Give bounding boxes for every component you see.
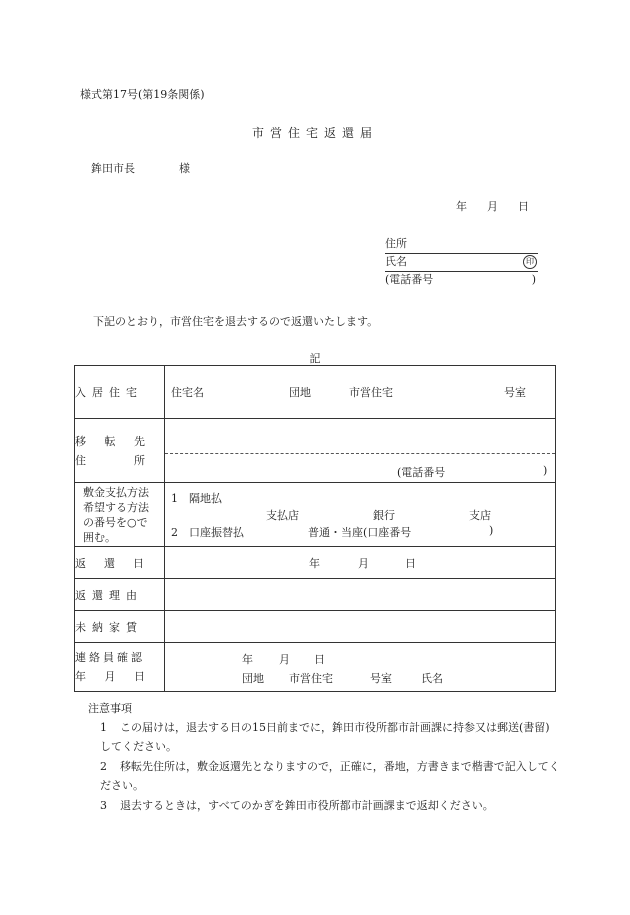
dashed-divider [165, 453, 555, 454]
label-move: 移 転 先 住 所 [75, 419, 165, 483]
reason-field[interactable] [165, 579, 556, 611]
form-number: 様式第17号(第19条関係) [80, 88, 205, 101]
confirm-name: 氏名 [421, 672, 443, 685]
residence-field[interactable] [165, 366, 556, 419]
branch-label: 支店 [469, 509, 491, 522]
row-return-date [75, 547, 556, 579]
note-item-1: 1 この届けは，退去する日の15日前までに，鉾田市役所都市計画課に持参又は郵送(書留)してください。 [100, 721, 550, 753]
addressee [91, 160, 190, 176]
address-label: 住所 [385, 237, 407, 250]
return-day: 日 [405, 556, 416, 570]
row-move [75, 419, 556, 483]
note-item-2: 2 移転先住所は，敷金返還先となりますので，正確に，番地，方書きまで楷書で記入してください。 [100, 760, 560, 792]
addressee-name: 鉾田市長 [91, 162, 135, 175]
bank-label: 銀行 [373, 509, 395, 522]
notes-heading: 注意事項 [88, 702, 132, 715]
date-day: 日 [518, 200, 529, 213]
label-confirm: 連絡員確認 年 月 日 [75, 643, 165, 692]
address-field[interactable] [385, 236, 538, 254]
phone-label: (電話番号 [385, 273, 434, 286]
row-deposit [75, 483, 556, 547]
row-unpaid [75, 611, 556, 643]
danchi-label: 団地 [289, 386, 311, 399]
option-1: 1 隔地払 [171, 492, 222, 505]
row-residence [75, 366, 556, 419]
row-reason [75, 579, 556, 611]
date-month: 月 [487, 200, 498, 213]
return-year: 年 [309, 556, 320, 570]
move-phone-label: (電話番号 [397, 466, 446, 479]
confirm-city-housing: 市営住宅 [289, 672, 333, 685]
name-field[interactable] [385, 254, 538, 272]
label-residence: 入居住宅 [75, 366, 165, 419]
move-phone-close: ) [543, 464, 548, 477]
confirm-danchi: 団地 [242, 672, 264, 685]
label-deposit: 敷金支払方法 希望する方法 の番号を○で 囲む。 [75, 483, 165, 547]
label-return-date: 返還日 [75, 547, 165, 579]
honorific: 様 [179, 162, 190, 175]
confirm-day: 日 [314, 653, 325, 666]
date-year: 年 [456, 200, 467, 213]
ki-heading: 記 [309, 352, 321, 365]
applicant-block [385, 236, 538, 289]
return-form-table [74, 365, 556, 692]
unpaid-field[interactable] [165, 611, 556, 643]
name-label: 氏名 [385, 255, 407, 268]
submission-date [456, 198, 549, 214]
page-title: 市営住宅返還届 [251, 126, 378, 140]
housing-name-label: 住宅名 [171, 386, 204, 399]
branch-store-label: 支払店 [266, 509, 299, 522]
confirm-year: 年 [242, 653, 253, 666]
confirm-field[interactable] [165, 643, 556, 692]
deposit-field[interactable] [165, 483, 556, 547]
intro-text: 下記のとおり，市営住宅を退去するので返還いたします。 [93, 315, 379, 328]
note-item-3: 3 退去するときは，すべてのかぎを鉾田市役所都市計画課まで返却ください。 [100, 799, 494, 812]
confirm-room-no: 号室 [370, 672, 392, 685]
confirm-month: 月 [279, 653, 290, 666]
seal-icon: 印 [523, 255, 537, 269]
row-confirm [75, 643, 556, 692]
move-address-field[interactable] [165, 419, 556, 483]
room-no-label: 号室 [504, 386, 526, 399]
account-type-label: 普通・当座(口座番号 [308, 526, 412, 539]
phone-close: ) [531, 273, 536, 286]
return-date-field[interactable] [165, 547, 556, 579]
account-close: ) [489, 524, 494, 537]
label-unpaid: 未納家賃 [75, 611, 165, 643]
option-2: 2 口座振替払 [171, 526, 244, 539]
return-month: 月 [358, 556, 369, 570]
label-reason: 返還理由 [75, 579, 165, 611]
city-housing-label: 市営住宅 [349, 386, 393, 399]
phone-field[interactable] [385, 272, 538, 289]
